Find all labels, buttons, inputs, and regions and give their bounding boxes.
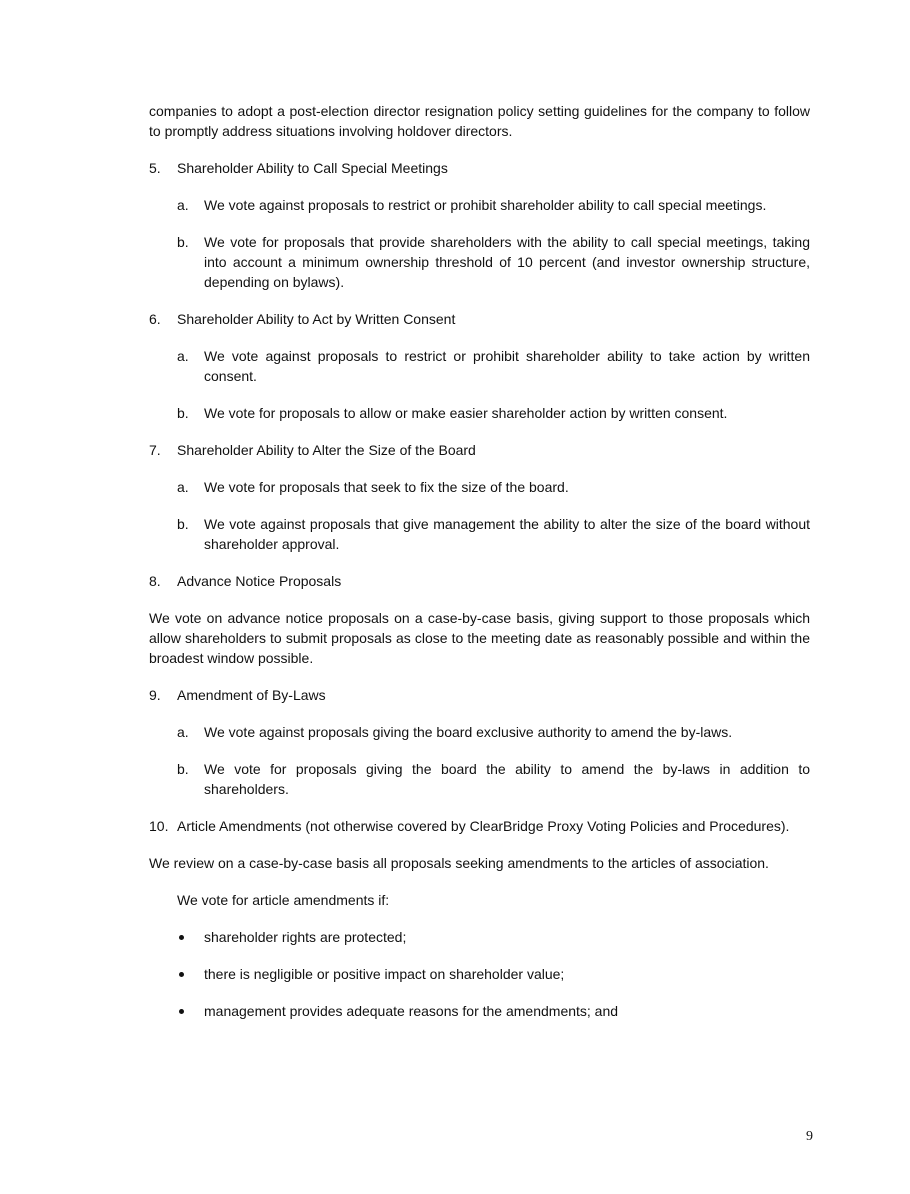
item-text: We vote against proposals to restrict or prohibit shareholder ability to take action by written consent.: [204, 348, 810, 384]
section-5-item-a: [177, 195, 810, 215]
item-text: We vote against proposals to restrict or prohibit shareholder ability to call special meetings.: [204, 197, 767, 213]
item-text: We vote against proposals giving the board exclusive authority to amend the by-laws.: [204, 724, 733, 740]
bullet-text: there is negligible or positive impact on shareholder value;: [204, 966, 565, 982]
section-number: 10.: [149, 818, 169, 834]
section-8-paragraph: We vote on advance notice proposals on a case-by-case basis, giving support to those proposals which allow shareholders to submit proposals as close to the meeting date as reasonably possible and within the broadest window possible.: [149, 610, 810, 666]
section-number: 8.: [149, 573, 161, 589]
page-content: [149, 101, 810, 1038]
bullet-text: management provides adequate reasons for the amendments; and: [204, 1003, 619, 1019]
bullet-icon: [177, 964, 204, 984]
section-number: 7.: [149, 442, 161, 458]
item-letter: a.: [177, 724, 189, 740]
section-10-paragraph: We review on a case-by-case basis all proposals seeking amendments to the articles of association.: [149, 855, 769, 871]
section-8-heading: [149, 571, 810, 591]
bullet-text: shareholder rights are protected;: [204, 929, 407, 945]
section-number: 6.: [149, 311, 161, 327]
item-text: We vote for proposals to allow or make easier shareholder action by written consent.: [204, 405, 728, 421]
item-letter: b.: [177, 405, 189, 421]
bullet-item: [177, 964, 810, 984]
section-5-item-b: [177, 232, 810, 292]
section-title: Shareholder Ability to Call Special Meetings: [177, 160, 448, 176]
section-10-heading: [149, 816, 810, 836]
item-text: We vote for proposals giving the board the ability to amend the by-laws in addition to shareholders.: [204, 761, 810, 797]
item-letter: b.: [177, 761, 189, 777]
item-text: We vote for proposals that provide shareholders with the ability to call special meetings, taking into account a minimum ownership threshold of 10 percent (and investor ownership structure, depending on bylaws).: [204, 234, 810, 290]
section-title: Shareholder Ability to Act by Written Consent: [177, 311, 456, 327]
page-number: 9: [806, 1129, 813, 1144]
section-number: 9.: [149, 687, 161, 703]
section-5-heading: [149, 158, 810, 178]
section-title: Advance Notice Proposals: [177, 573, 342, 589]
item-letter: b.: [177, 516, 189, 532]
section-title: Shareholder Ability to Alter the Size of the Board: [177, 442, 476, 458]
section-title: Amendment of By-Laws: [177, 687, 326, 703]
item-text: We vote for proposals that seek to fix the size of the board.: [204, 479, 569, 495]
bullet-item: [177, 927, 810, 947]
bullet-icon: [177, 927, 204, 947]
item-letter: a.: [177, 348, 189, 364]
section-10-sub-intro: We vote for article amendments if:: [177, 892, 390, 908]
section-7-item-b: [177, 514, 810, 554]
section-7-heading: [149, 440, 810, 460]
section-number: 5.: [149, 160, 161, 176]
section-9-heading: [149, 685, 810, 705]
section-9-item-b: [177, 759, 810, 799]
section-9-item-a: [177, 722, 810, 742]
item-letter: a.: [177, 479, 189, 495]
section-6-item-b: [177, 403, 810, 423]
item-text: We vote against proposals that give management the ability to alter the size of the board without shareholder approval.: [204, 516, 810, 552]
bullet-item: [177, 1001, 810, 1021]
item-letter: a.: [177, 197, 189, 213]
bullet-icon: [177, 1001, 204, 1021]
section-6-heading: [149, 309, 810, 329]
section-7-item-a: [177, 477, 810, 497]
section-title: Article Amendments (not otherwise covered by ClearBridge Proxy Voting Policies and Procedures).: [177, 818, 790, 834]
section-6-item-a: [177, 346, 810, 386]
intro-continuation: companies to adopt a post-election director resignation policy setting guidelines for the company to follow to promptly address situations involving holdover directors.: [149, 103, 810, 139]
item-letter: b.: [177, 234, 189, 250]
